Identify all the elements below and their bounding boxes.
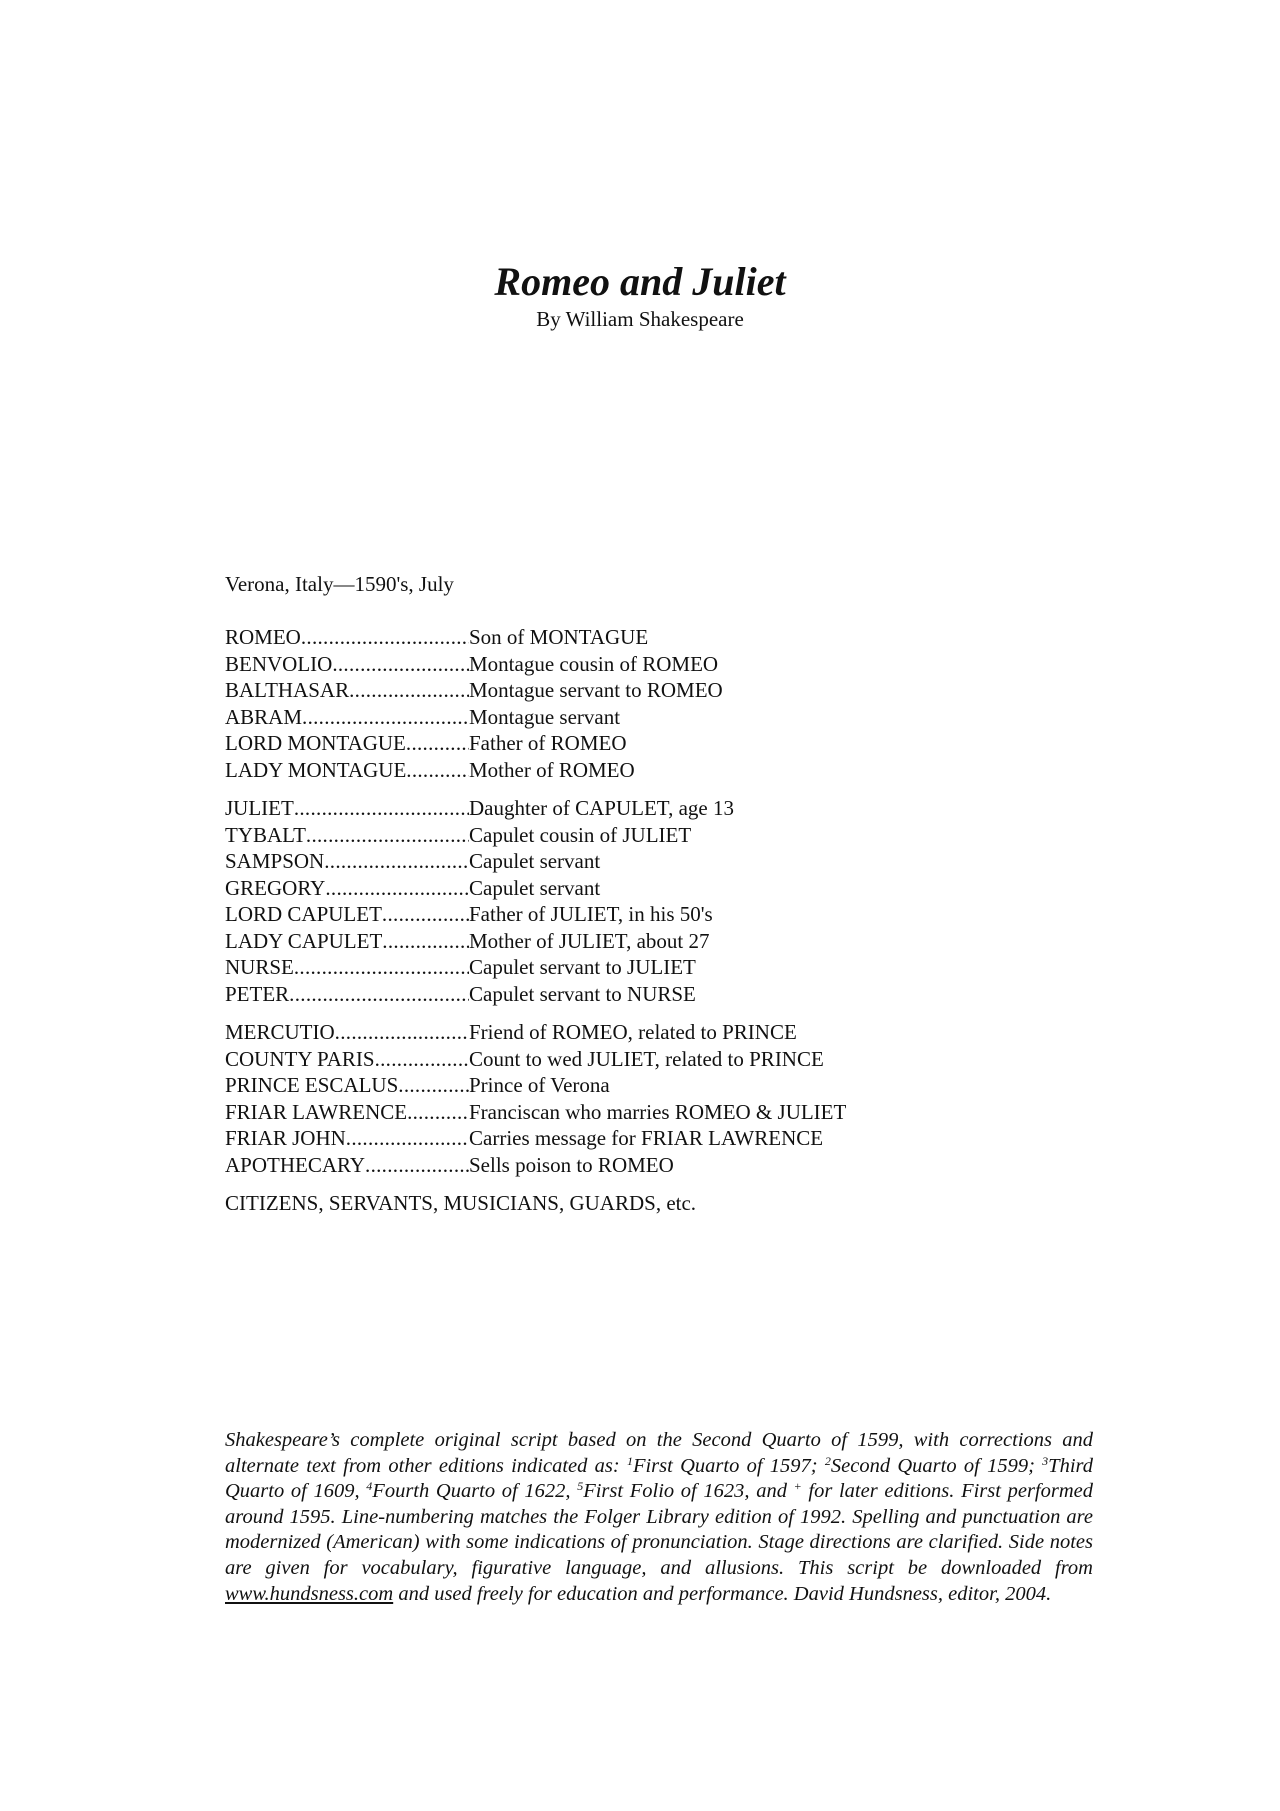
character-description: Capulet servant to JULIET bbox=[469, 955, 696, 979]
cast-row bbox=[225, 848, 985, 875]
dot-leader bbox=[289, 981, 469, 1008]
character-name: LORD CAPULET bbox=[225, 902, 382, 926]
character-description: Prince of Verona bbox=[469, 1073, 610, 1097]
play-title: Romeo and Juliet bbox=[494, 259, 786, 304]
cast-list bbox=[225, 624, 985, 1216]
dot-leader bbox=[375, 1046, 469, 1073]
dot-leader bbox=[398, 1072, 469, 1099]
cast-group bbox=[225, 795, 985, 1007]
cast-row bbox=[225, 651, 985, 678]
character-description: Daughter of CAPULET, age 13 bbox=[469, 796, 734, 820]
character-name: LORD MONTAGUE bbox=[225, 731, 406, 755]
cast-name-cell bbox=[225, 1099, 469, 1126]
dot-leader bbox=[382, 928, 469, 955]
cast-group bbox=[225, 1019, 985, 1178]
character-name: ROMEO bbox=[225, 625, 301, 649]
cast-name-cell bbox=[225, 928, 469, 955]
cast-name-cell bbox=[225, 822, 469, 849]
cast-name-cell bbox=[225, 901, 469, 928]
note-later-editions: for later editions. First performed around 1595. Line-numbering matches the Folger Library edition of 1992. Spelling and punctuation are modernized (American) with some indications of pronunciation. Stage directions are clarified. Side notes are given for vocabulary, figurative language, and allusions. This script be downloaded from bbox=[225, 1480, 1093, 1579]
dot-leader bbox=[306, 822, 469, 849]
dot-leader bbox=[346, 1125, 469, 1152]
character-name: JULIET bbox=[225, 796, 294, 820]
cast-row bbox=[225, 1046, 985, 1073]
note-edition-1: First Quarto of 1597; bbox=[632, 1454, 825, 1477]
cast-row bbox=[225, 822, 985, 849]
dot-leader bbox=[407, 1099, 469, 1126]
cast-groups bbox=[225, 624, 985, 1178]
character-name: BALTHASAR bbox=[225, 678, 350, 702]
dot-leader bbox=[406, 730, 469, 757]
character-name: BENVOLIO bbox=[225, 651, 333, 676]
cast-name-cell bbox=[225, 1152, 469, 1179]
cast-row bbox=[225, 677, 985, 704]
edition-marker-5: 5 bbox=[577, 1479, 584, 1494]
character-description: Sells poison to ROMEO bbox=[469, 1152, 674, 1177]
character-description: Count to wed JULIET, related to PRINCE bbox=[469, 1046, 824, 1071]
cast-name-cell bbox=[225, 875, 469, 902]
editorial-note bbox=[225, 1428, 1093, 1607]
cast-name-cell bbox=[225, 795, 469, 822]
dot-leader bbox=[349, 677, 469, 704]
cast-row bbox=[225, 928, 985, 955]
cast-name-cell bbox=[225, 757, 469, 784]
character-description: Mother of ROMEO bbox=[469, 757, 635, 782]
setting-line: Verona, Italy—1590's, July bbox=[225, 572, 454, 596]
character-description: Father of ROMEO bbox=[469, 731, 627, 755]
cast-name-cell bbox=[225, 848, 469, 875]
character-description: Capulet servant bbox=[469, 849, 601, 873]
character-description: Capulet servant to NURSE bbox=[469, 981, 696, 1006]
character-description: Montague cousin of ROMEO bbox=[469, 651, 719, 676]
cast-row bbox=[225, 1152, 985, 1179]
character-name: FRIAR JOHN bbox=[225, 1126, 346, 1150]
character-name: FRIAR LAWRENCE bbox=[225, 1099, 408, 1124]
cast-name-cell bbox=[225, 954, 469, 981]
cast-row bbox=[225, 1125, 985, 1152]
cast-name-cell bbox=[225, 981, 469, 1008]
cast-name-cell bbox=[225, 624, 469, 651]
cast-name-cell bbox=[225, 1019, 469, 1046]
character-name: COUNTY PARIS bbox=[225, 1046, 375, 1071]
cast-group bbox=[225, 624, 985, 783]
dot-leader bbox=[301, 624, 469, 651]
dot-leader bbox=[332, 651, 469, 678]
cast-row bbox=[225, 954, 985, 981]
edition-marker-1: 1 bbox=[626, 1453, 633, 1468]
character-description: Montague servant bbox=[469, 704, 621, 729]
cast-row bbox=[225, 981, 985, 1008]
character-name: NURSE bbox=[225, 955, 294, 979]
dot-leader bbox=[382, 901, 469, 928]
character-name: TYBALT bbox=[225, 822, 306, 847]
character-description: Capulet servant bbox=[469, 875, 601, 900]
dot-leader bbox=[406, 757, 469, 784]
character-name: LADY MONTAGUE bbox=[225, 757, 407, 782]
edition-marker-2: 2 bbox=[824, 1453, 831, 1468]
edition-marker-3: 3 bbox=[1042, 1453, 1049, 1468]
character-description: Capulet cousin of JULIET bbox=[469, 822, 692, 847]
author-byline: By William Shakespeare bbox=[536, 307, 744, 331]
dot-leader bbox=[365, 1152, 469, 1179]
cast-name-cell bbox=[225, 1072, 469, 1099]
cast-name-cell bbox=[225, 730, 469, 757]
cast-row bbox=[225, 624, 985, 651]
character-name: PETER bbox=[225, 981, 290, 1006]
dot-leader bbox=[324, 848, 469, 875]
dot-leader bbox=[302, 704, 469, 731]
cast-name-cell bbox=[225, 1046, 469, 1073]
character-description: Son of MONTAGUE bbox=[469, 625, 649, 649]
character-name: LADY CAPULET bbox=[225, 928, 383, 953]
cast-name-cell bbox=[225, 704, 469, 731]
character-description: Friend of ROMEO, related to PRINCE bbox=[469, 1020, 797, 1044]
cast-row bbox=[225, 1019, 985, 1046]
cast-row bbox=[225, 730, 985, 757]
cast-row bbox=[225, 795, 985, 822]
note-edition-4: Fourth Quarto of 1622, bbox=[372, 1480, 578, 1503]
character-name: SAMPSON bbox=[225, 849, 325, 873]
cast-row bbox=[225, 1099, 985, 1126]
note-edition-5: First Folio of 1623, and bbox=[583, 1480, 794, 1503]
character-description: Father of JULIET, in his 50's bbox=[469, 902, 713, 926]
character-description: Mother of JULIET, about 27 bbox=[469, 928, 710, 953]
cast-row bbox=[225, 704, 985, 731]
cast-row bbox=[225, 1072, 985, 1099]
character-description: Franciscan who marries ROMEO & JULIET bbox=[469, 1099, 847, 1124]
character-name: APOTHECARY bbox=[225, 1152, 366, 1177]
cast-extras: CITIZENS, SERVANTS, MUSICIANS, GUARDS, etc. bbox=[225, 1191, 697, 1215]
edition-marker-4: 4 bbox=[366, 1479, 373, 1494]
character-name: ABRAM bbox=[225, 704, 303, 729]
dot-leader bbox=[325, 875, 469, 902]
note-edition-3: Third Quarto of 1609, bbox=[225, 1454, 1093, 1503]
dot-leader bbox=[335, 1019, 469, 1046]
character-name: MERCUTIO bbox=[225, 1020, 335, 1044]
cast-name-cell bbox=[225, 677, 469, 704]
note-edition-2: Second Quarto of 1599; bbox=[830, 1454, 1043, 1477]
cast-name-cell bbox=[225, 1125, 469, 1152]
cast-name-cell bbox=[225, 651, 469, 678]
edition-marker-plus: + bbox=[793, 1479, 802, 1494]
dot-leader bbox=[294, 954, 469, 981]
cast-row bbox=[225, 875, 985, 902]
character-description: Carries message for FRIAR LAWRENCE bbox=[469, 1126, 824, 1150]
dot-leader bbox=[294, 795, 469, 822]
character-description: Montague servant to ROMEO bbox=[469, 678, 723, 702]
character-name: GREGORY bbox=[225, 875, 326, 900]
cast-row bbox=[225, 901, 985, 928]
cast-row bbox=[225, 757, 985, 784]
note-intro: Shakespeare’s complete original script based on the Second Quarto of 1599, with corrections and alternate text from other editions indicated as: bbox=[225, 1429, 1093, 1477]
character-name: PRINCE ESCALUS bbox=[225, 1073, 399, 1097]
website-link[interactable]: www.hundsness.com bbox=[225, 1582, 394, 1605]
note-outro: and used freely for education and performance. David Hundsness, editor, 2004. bbox=[393, 1582, 1052, 1605]
